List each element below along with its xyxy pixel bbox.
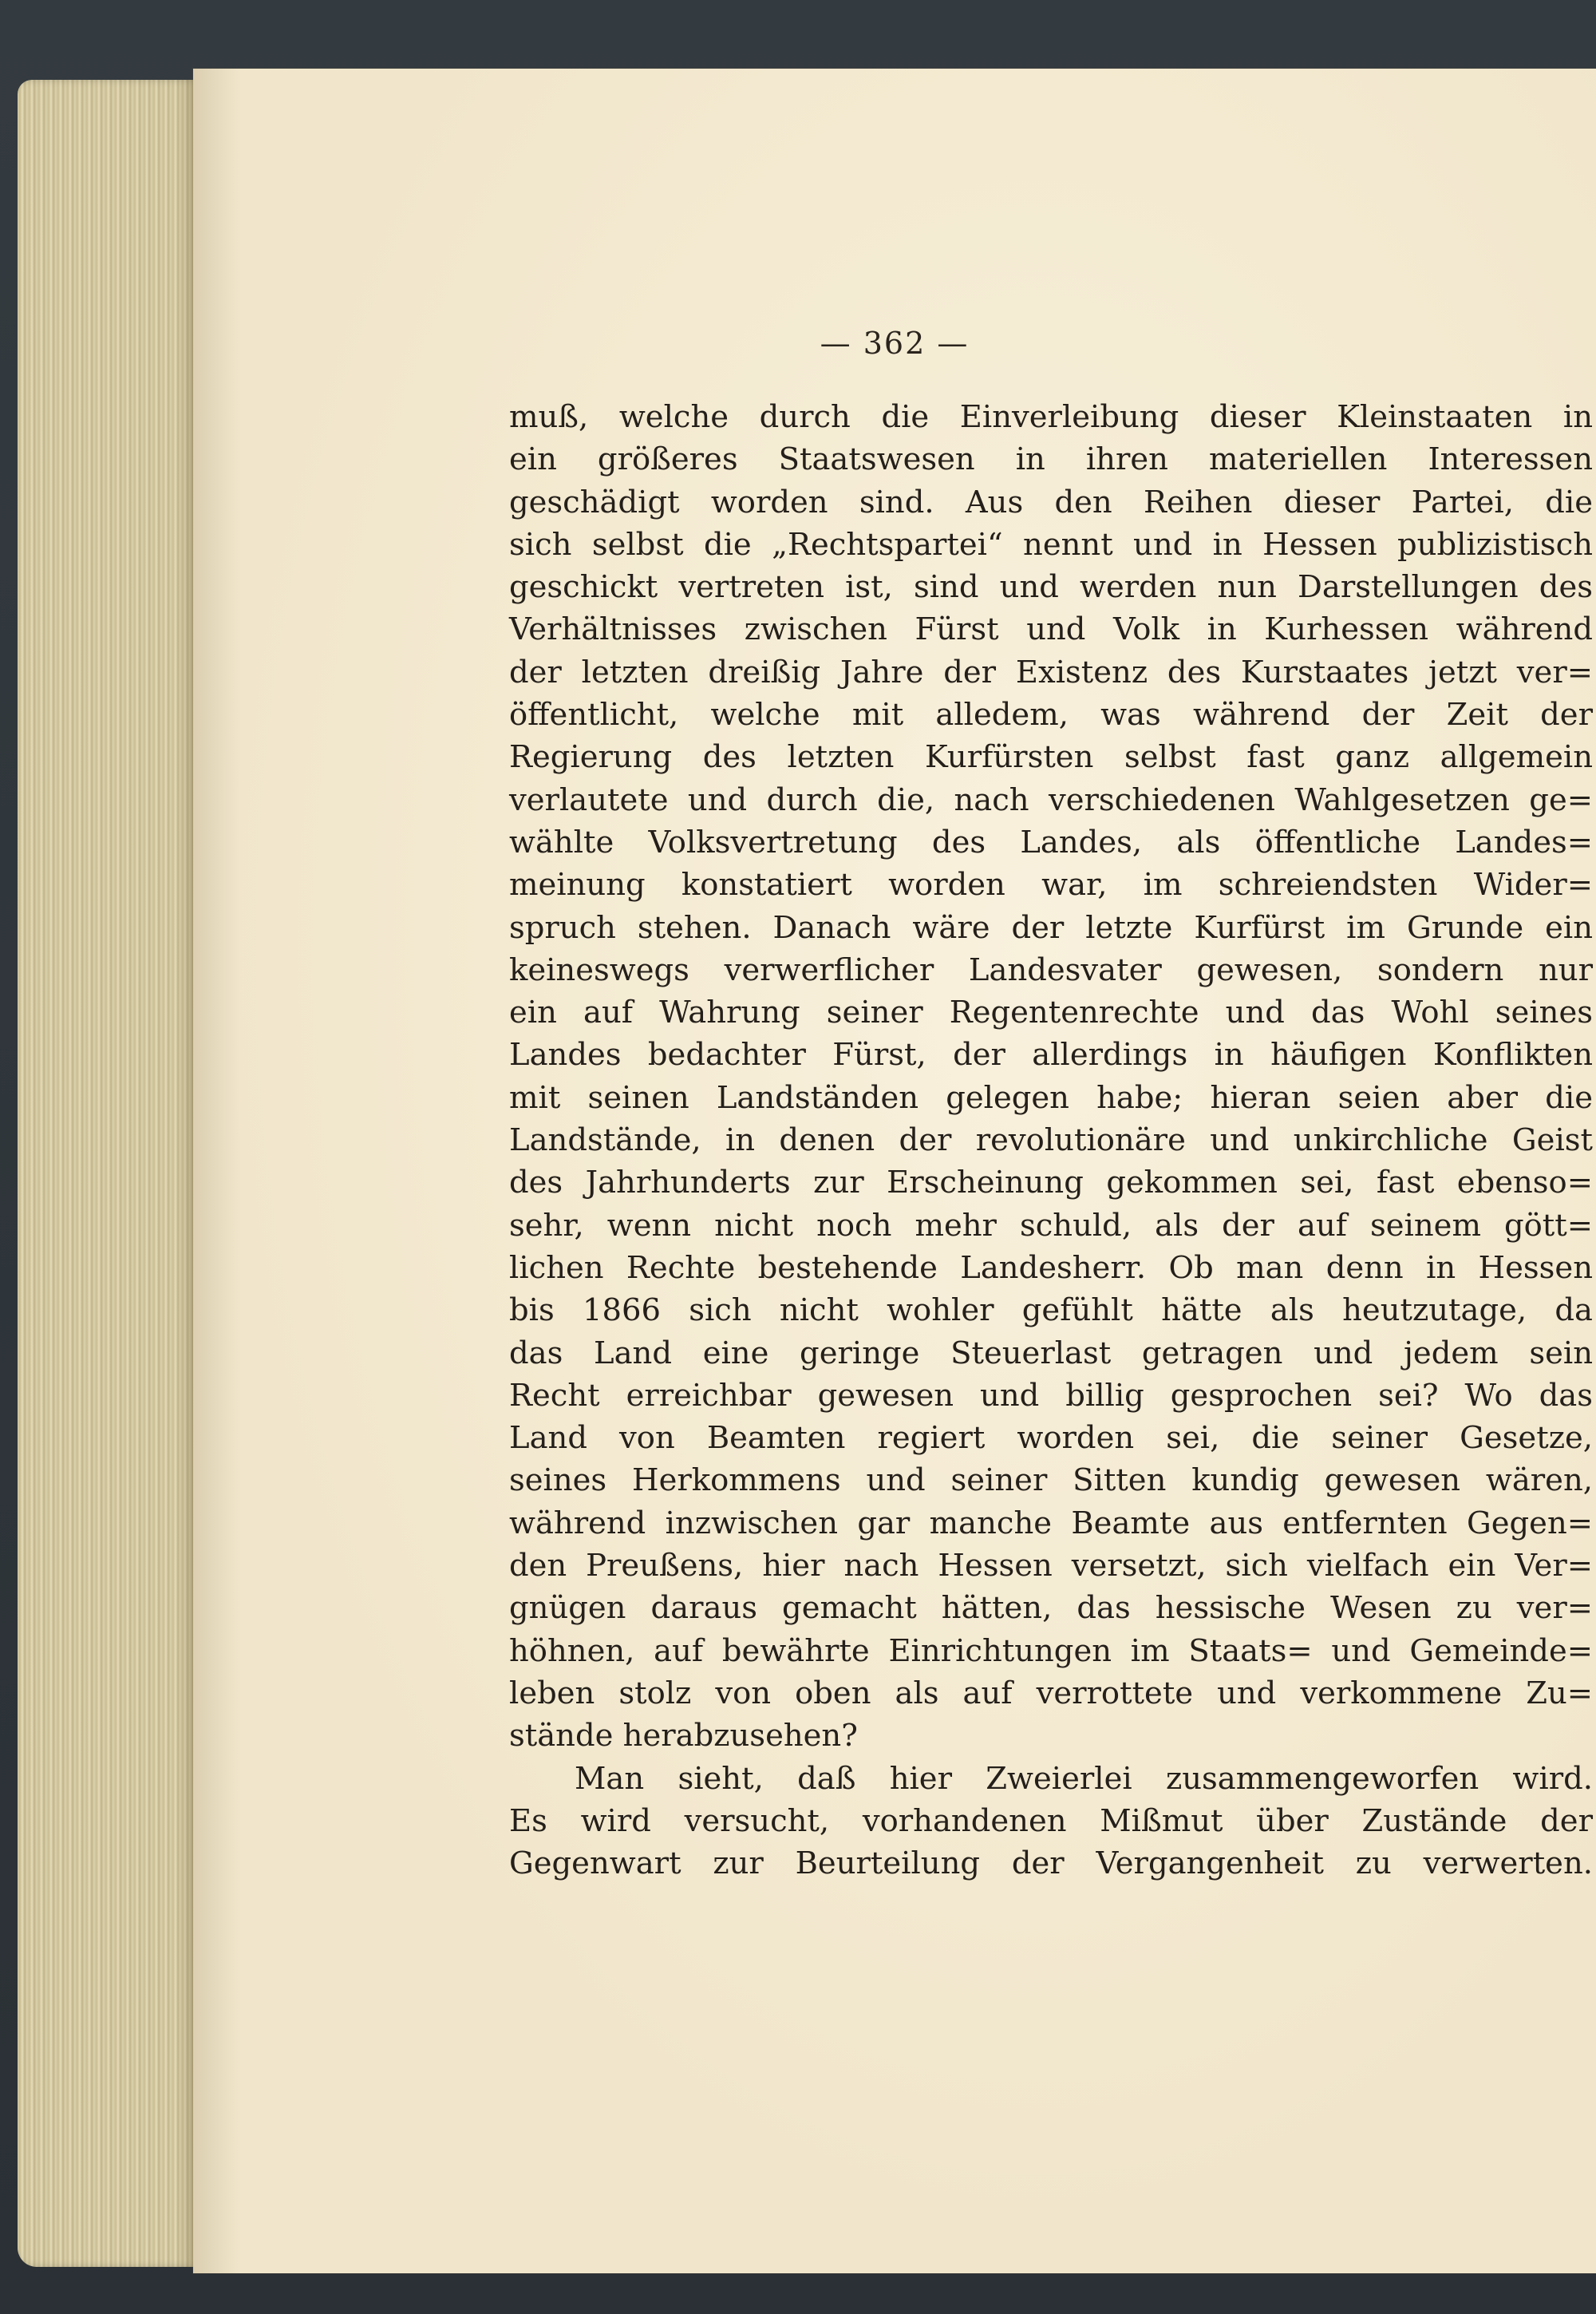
text-line: wählte Volksvertretung des Landes, als öffentliche Landes= [509,824,1593,860]
text-line: lichen Rechte bestehende Landesherr. Ob man denn in Hessen [509,1249,1593,1286]
text-line: seines Herkommens und seiner Sitten kundig gewesen wären, [509,1462,1593,1499]
text-line: meinung konstatiert worden war, im schreiendsten Wider= [509,867,1593,904]
text-line: Es wird versucht, vorhandenen Mißmut über Zustände der [509,1802,1593,1839]
text-line: Verhältnisses zwischen Fürst und Volk in Kurhessen während [509,611,1593,648]
text-line: gnügen daraus gemacht hätten, das hessische Wesen zu ver= [509,1590,1593,1627]
text-line: muß, welche durch die Einverleibung dieser Kleinstaaten in [509,399,1593,435]
text-line: höhnen, auf bewährte Einrichtungen im Staats= und Gemeinde= [509,1632,1593,1669]
text-line: leben stolz von oben als auf verrottete und verkommene Zu= [509,1675,1593,1711]
text-line: ein auf Wahrung seiner Regentenrechte und das Wohl seines [509,995,1593,1031]
page-edges [18,80,201,2267]
text-line: ein größeres Staatswesen in ihren materiellen Interessen [509,441,1593,478]
text-line: Gegenwart zur Beurteilung der Vergangenheit zu verwerten. [509,1845,1593,1882]
text-line: sehr, wenn nicht noch mehr schuld, als der auf seinem gött= [509,1207,1593,1244]
text-line: Man sieht, daß hier Zweierlei zusammengeworfen wird. [575,1760,1593,1797]
text-line: Landes bedachter Fürst, der allerdings in häufigen Konflikten [509,1037,1593,1074]
text-line: keineswegs verwerflicher Landesvater gewesen, sondern nur [509,951,1593,988]
book-page [193,69,1596,2273]
text-line: der letzten dreißig Jahre der Existenz des Kurstaates jetzt ver= [509,654,1593,690]
text-line: bis 1866 sich nicht wohler gefühlt hätte als heutzutage, da [509,1292,1593,1329]
text-line: Regierung des letzten Kurfürsten selbst fast ganz allgemein [509,739,1593,776]
text-line: stände herabzusehen? [509,1718,858,1754]
text-line: geschickt vertreten ist, sind und werden nun Darstellungen des [509,569,1593,606]
text-line: spruch stehen. Danach wäre der letzte Kurfürst im Grunde ein [509,909,1593,946]
text-line: mit seinen Landständen gelegen habe; hieran seien aber die [509,1079,1593,1116]
text-line: Landstände, in denen der revolutionäre und unkirchliche Geist [509,1122,1593,1159]
text-line: Land von Beamten regiert worden sei, die seiner Gesetze, [509,1420,1593,1457]
text-line: geschädigt worden sind. Aus den Reihen dieser Partei, die [509,484,1593,520]
text-line: sich selbst die „Rechtspartei“ nennt und in Hessen publizistisch [509,526,1593,563]
text-line: öffentlicht, welche mit alledem, was während der Zeit der [509,697,1593,734]
page-number: — 362 — [820,326,970,361]
text-line: des Jahrhunderts zur Erscheinung gekommen sei, fast ebenso= [509,1165,1593,1201]
text-line: Recht erreichbar gewesen und billig gesprochen sei? Wo das [509,1377,1593,1414]
open-book [18,62,1596,2273]
text-line: das Land eine geringe Steuerlast getragen und jedem sein [509,1335,1593,1371]
text-line: während inzwischen gar manche Beamte aus entfernten Gegen= [509,1505,1593,1541]
body-text [509,396,1593,1885]
text-line: verlautete und durch die, nach verschiedenen Wahlgesetzen ge= [509,781,1593,818]
text-line: den Preußens, hier nach Hessen versetzt, sich vielfach ein Ver= [509,1548,1593,1584]
